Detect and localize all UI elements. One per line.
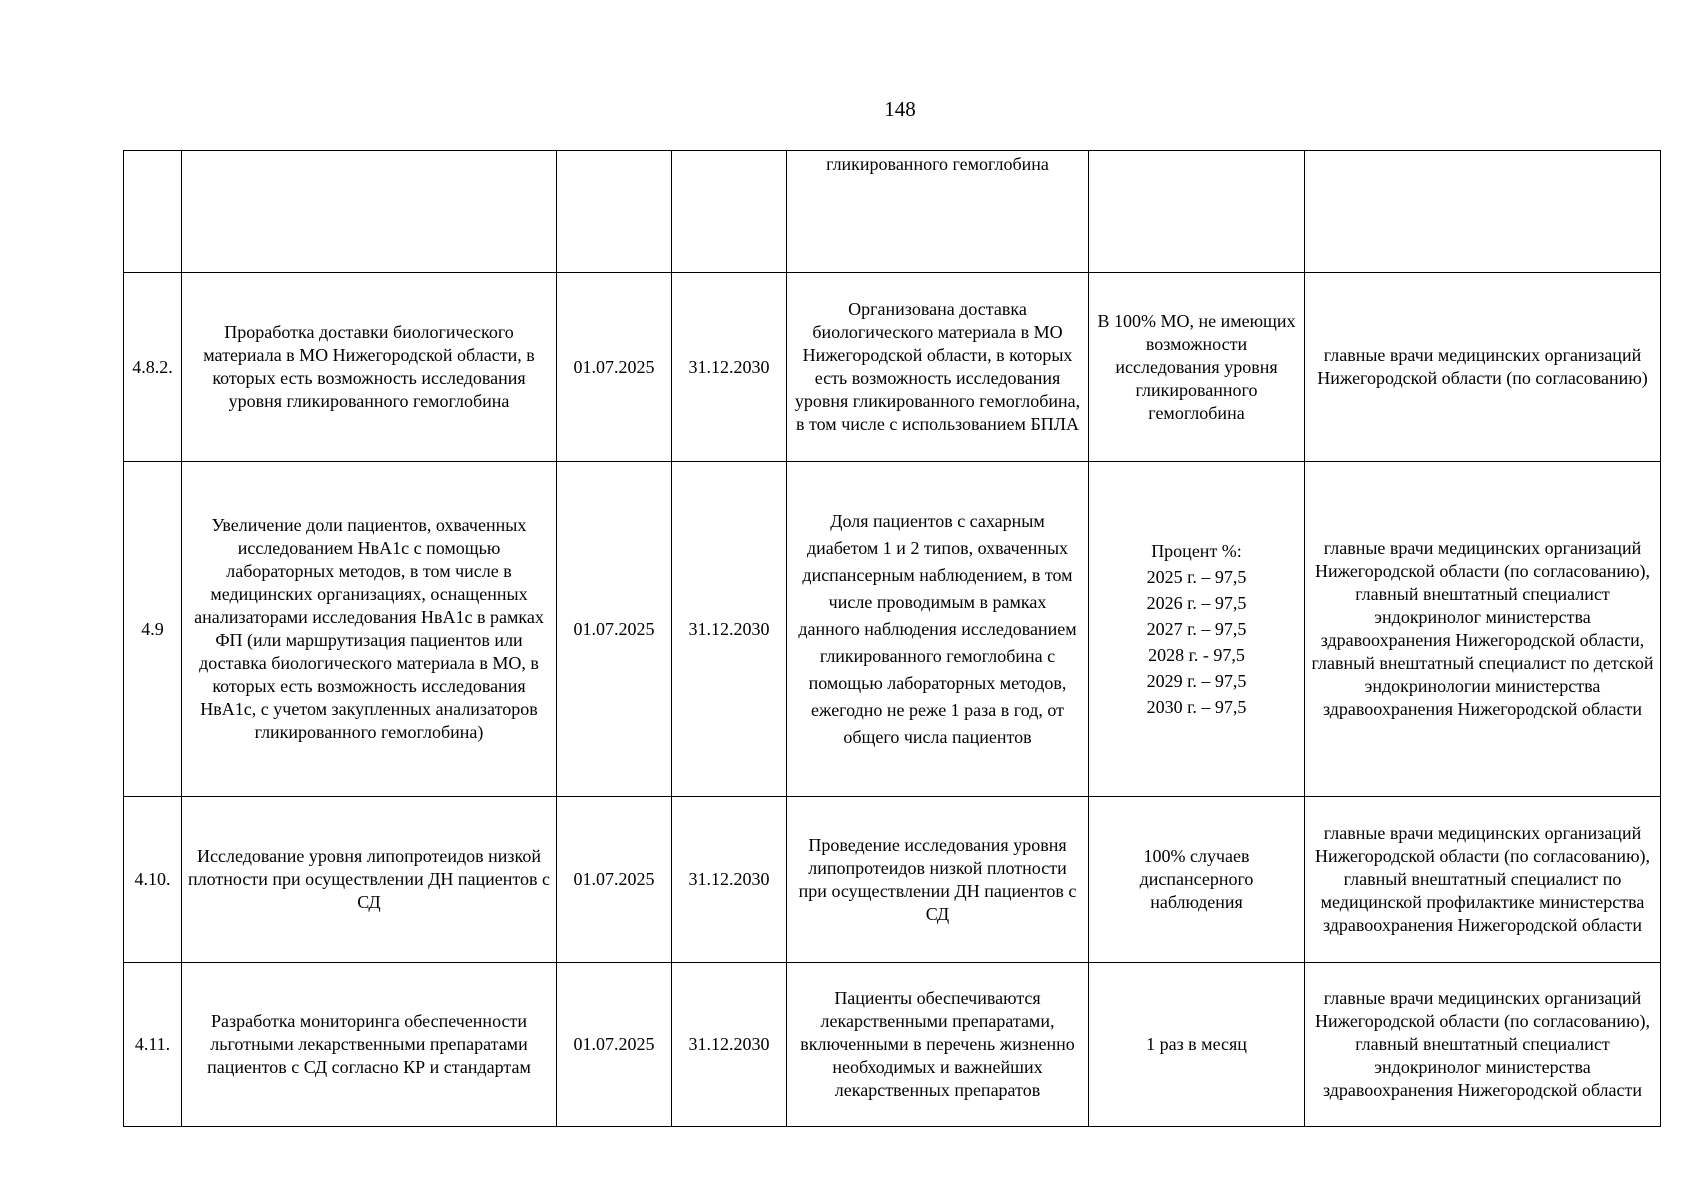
- cell-indicator: 100% случаев диспансерного наблюдения: [1089, 797, 1305, 963]
- cell-end-date: [672, 151, 787, 273]
- cell-start-date: 01.07.2025: [557, 462, 672, 797]
- cell-measure: [182, 151, 557, 273]
- cell-responsible: главные врачи медицинских организаций Нижегородской области (по согласованию), главный внештатный специалист по медицинской профилактике министерства здравоохранения Нижегородской области: [1305, 797, 1661, 963]
- cell-indicator: Процент %: 2025 г. – 97,5 2026 г. – 97,5 2027 г. – 97,5 2028 г. - 97,5 2029 г. – 97,5 2030 г. – 97,5: [1089, 462, 1305, 797]
- cell-result: гликированного гемоглобина: [787, 151, 1089, 273]
- cell-number: [124, 151, 182, 273]
- cell-result: Доля пациентов с сахарным диабетом 1 и 2 типов, охваченных диспансерным наблюдением, в том числе проводимым в рамках данного наблюдения исследованием гликированного гемоглобина с помощью лабораторных методов, ежегодно не реже 1 раза в год, от общего числа пациентов: [787, 462, 1089, 797]
- cell-responsible: главные врачи медицинских организаций Нижегородской области (по согласованию): [1305, 273, 1661, 462]
- cell-responsible: главные врачи медицинских организаций Нижегородской области (по согласованию), главный внештатный специалист эндокринолог министерства здравоохранения Нижегородской области: [1305, 963, 1661, 1127]
- table-row: [124, 797, 1661, 963]
- cell-measure: Исследование уровня липопротеидов низкой плотности при осуществлении ДН пациентов с СД: [182, 797, 557, 963]
- table-row: [124, 151, 1661, 273]
- cell-end-date: 31.12.2030: [672, 462, 787, 797]
- cell-start-date: 01.07.2025: [557, 797, 672, 963]
- activity-plan-table: [123, 150, 1661, 1127]
- cell-result: Организована доставка биологического материала в МО Нижегородской области, в которых есть возможность исследования уровня гликированного гемоглобина, в том числе с использованием БПЛА: [787, 273, 1089, 462]
- table-row: [124, 273, 1661, 462]
- cell-result: Проведение исследования уровня липопротеидов низкой плотности при осуществлении ДН пациентов с СД: [787, 797, 1089, 963]
- cell-end-date: 31.12.2030: [672, 797, 787, 963]
- cell-number: 4.11.: [124, 963, 182, 1127]
- page-number: 148: [884, 97, 916, 121]
- table-row: [124, 963, 1661, 1127]
- cell-measure: Увеличение доли пациентов, охваченных исследованием НвА1с с помощью лабораторных методов, в том числе в медицинских организациях, оснащенных анализаторами исследования НвА1с в рамках ФП (или маршрутизация пациентов или доставка биологического материала в МО, в которых есть возможность исследования НвА1с, с учетом закупленных анализаторов гликированного гемоглобина): [182, 462, 557, 797]
- cell-end-date: 31.12.2030: [672, 273, 787, 462]
- cell-number: 4.8.2.: [124, 273, 182, 462]
- cell-end-date: 31.12.2030: [672, 963, 787, 1127]
- cell-measure: Разработка мониторинга обеспеченности льготными лекарственными препаратами пациентов с СД согласно КР и стандартам: [182, 963, 557, 1127]
- cell-indicator: [1089, 151, 1305, 273]
- cell-indicator: В 100% МО, не имеющих возможности исследования уровня гликированного гемоглобина: [1089, 273, 1305, 462]
- cell-measure: Проработка доставки биологического материала в МО Нижегородской области, в которых есть возможность исследования уровня гликированного гемоглобина: [182, 273, 557, 462]
- cell-responsible: [1305, 151, 1661, 273]
- cell-start-date: [557, 151, 672, 273]
- cell-result: Пациенты обеспечиваются лекарственными препаратами, включенными в перечень жизненно необходимых и важнейших лекарственных препаратов: [787, 963, 1089, 1127]
- cell-number: 4.10.: [124, 797, 182, 963]
- cell-start-date: 01.07.2025: [557, 273, 672, 462]
- cell-number: 4.9: [124, 462, 182, 797]
- table-row: [124, 462, 1661, 797]
- cell-indicator: 1 раз в месяц: [1089, 963, 1305, 1127]
- cell-start-date: 01.07.2025: [557, 963, 672, 1127]
- cell-responsible: главные врачи медицинских организаций Нижегородской области (по согласованию), главный внештатный специалист эндокринолог министерства здравоохранения Нижегородской области, главный внештатный специалист по детской эндокринологии министерства здравоохранения Нижегородской области: [1305, 462, 1661, 797]
